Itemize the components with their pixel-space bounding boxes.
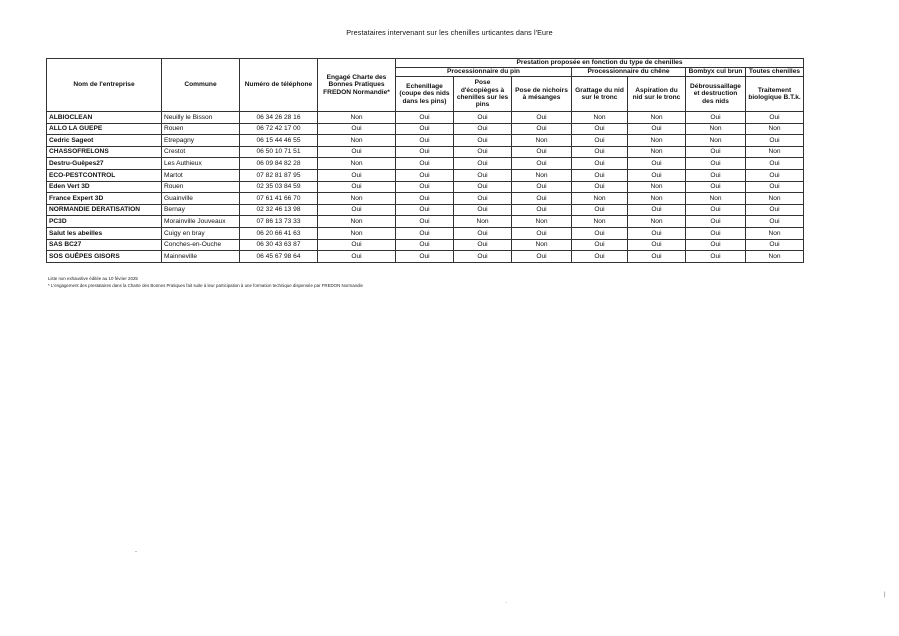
phone-cell: 02 35 03 84 59: [240, 181, 318, 193]
service-cell: Oui: [396, 227, 454, 239]
service-cell: Oui: [396, 204, 454, 216]
service-cell: Oui: [746, 216, 804, 228]
charter-cell: Oui: [318, 123, 396, 135]
scan-speck: |: [884, 592, 886, 598]
service-cell: Oui: [686, 239, 746, 251]
table-row: [47, 204, 804, 216]
header-leaf: Débroussaillage et destruction des nids: [686, 77, 746, 112]
commune-cell: Cuigy en bray: [162, 227, 240, 239]
service-cell: Oui: [454, 239, 512, 251]
header-company: Nom de l'entreprise: [47, 59, 162, 112]
service-cell: Oui: [686, 169, 746, 181]
commune-cell: Bernay: [162, 204, 240, 216]
service-cell: Oui: [396, 251, 454, 263]
table-row: [47, 112, 804, 124]
company-cell: France Expert 3D: [47, 193, 162, 205]
charter-cell: Oui: [318, 146, 396, 158]
table-row: [47, 146, 804, 158]
phone-cell: 06 20 66 41 63: [240, 227, 318, 239]
service-cell: Oui: [572, 135, 628, 147]
service-cell: Oui: [746, 112, 804, 124]
header-phone: Numéro de téléphone: [240, 59, 318, 112]
service-cell: Oui: [746, 135, 804, 147]
phone-cell: 06 72 42 17 00: [240, 123, 318, 135]
header-leaf: Aspiration du nid sur le tronc: [628, 77, 686, 112]
service-cell: Non: [512, 216, 572, 228]
commune-cell: Conches-en-Ouche: [162, 239, 240, 251]
service-cell: Oui: [396, 216, 454, 228]
service-cell: Oui: [396, 181, 454, 193]
table-row: [47, 135, 804, 147]
phone-cell: 06 15 44 46 55: [240, 135, 318, 147]
page-title: Prestataires intervenant sur les chenilles urticantes dans l'Eure: [346, 28, 553, 37]
service-cell: Non: [454, 216, 512, 228]
service-cell: Oui: [572, 239, 628, 251]
service-cell: Oui: [512, 123, 572, 135]
phone-cell: 06 50 10 71 51: [240, 146, 318, 158]
service-cell: Oui: [686, 251, 746, 263]
table-row: [47, 193, 804, 205]
commune-cell: Rouen: [162, 181, 240, 193]
commune-cell: Rouen: [162, 123, 240, 135]
service-cell: Oui: [572, 227, 628, 239]
service-cell: Non: [746, 251, 804, 263]
charter-cell: Non: [318, 158, 396, 170]
service-cell: Oui: [396, 193, 454, 205]
service-cell: Oui: [454, 158, 512, 170]
service-cell: Oui: [454, 251, 512, 263]
table-row: [47, 227, 804, 239]
service-cell: Oui: [454, 181, 512, 193]
company-cell: Eden Vert 3D: [47, 181, 162, 193]
charter-cell: Oui: [318, 239, 396, 251]
service-cell: Oui: [454, 204, 512, 216]
service-cell: Oui: [454, 169, 512, 181]
header-group-bombyx: Bombyx cul brun: [686, 68, 746, 77]
header-group-pine: Processionnaire du pin: [396, 68, 572, 77]
service-cell: Non: [746, 123, 804, 135]
header-group-all: Toutes chenilles: [746, 68, 804, 77]
service-cell: Non: [628, 193, 686, 205]
company-cell: Destru-Guêpes27: [47, 158, 162, 170]
scan-speck: -: [135, 549, 137, 555]
header-leaf: Grattage du nid sur le tronc: [572, 77, 628, 112]
service-cell: Non: [686, 135, 746, 147]
service-cell: Oui: [396, 158, 454, 170]
service-cell: Non: [628, 181, 686, 193]
service-cell: Oui: [512, 146, 572, 158]
service-cell: Oui: [396, 169, 454, 181]
service-cell: Oui: [628, 158, 686, 170]
service-cell: Oui: [572, 204, 628, 216]
header-leaf: Traitement biologique B.T.k.: [746, 77, 804, 112]
service-cell: Oui: [686, 112, 746, 124]
service-cell: Oui: [572, 123, 628, 135]
service-cell: Non: [628, 112, 686, 124]
service-cell: Oui: [512, 181, 572, 193]
scan-speck: ·: [505, 600, 507, 606]
service-cell: Oui: [454, 193, 512, 205]
table-row: [47, 181, 804, 193]
commune-cell: Etrepagny: [162, 135, 240, 147]
service-cell: Oui: [746, 204, 804, 216]
providers-table: [46, 58, 804, 263]
company-cell: Cedric Sageot: [47, 135, 162, 147]
phone-cell: 06 09 84 82 28: [240, 158, 318, 170]
service-cell: Non: [572, 193, 628, 205]
service-cell: Non: [512, 239, 572, 251]
header-leaf: Echenillage (coupe des nids dans les pins): [396, 77, 454, 112]
commune-cell: Neuilly le Bisson: [162, 112, 240, 124]
service-cell: Oui: [686, 216, 746, 228]
table-row: [47, 216, 804, 228]
header-leaf: Pose de nichoirs à mésanges: [512, 77, 572, 112]
phone-cell: 02 32 46 13 98: [240, 204, 318, 216]
footnote-charter: * L'engagement des prestataires dans la Charte des Bonnes Pratiques fait suite à leur participation à une formation technique dispensée par FREDON Normandie: [48, 282, 363, 288]
phone-cell: 07 82 81 87 95: [240, 169, 318, 181]
charter-cell: Non: [318, 135, 396, 147]
service-cell: Oui: [628, 169, 686, 181]
company-cell: SAS BC27: [47, 239, 162, 251]
company-cell: NORMANDIE DERATISATION: [47, 204, 162, 216]
charter-cell: Non: [318, 216, 396, 228]
service-cell: Non: [572, 216, 628, 228]
service-cell: Oui: [512, 227, 572, 239]
service-cell: Oui: [746, 158, 804, 170]
charter-cell: Oui: [318, 204, 396, 216]
charter-cell: Oui: [318, 181, 396, 193]
phone-cell: 07 86 13 73 33: [240, 216, 318, 228]
service-cell: Oui: [512, 193, 572, 205]
phone-cell: 06 34 26 28 16: [240, 112, 318, 124]
service-cell: Oui: [746, 181, 804, 193]
service-cell: Oui: [686, 146, 746, 158]
service-cell: Oui: [454, 123, 512, 135]
service-cell: Oui: [572, 158, 628, 170]
service-cell: Non: [628, 135, 686, 147]
charter-cell: Non: [318, 193, 396, 205]
service-cell: Oui: [512, 158, 572, 170]
phone-cell: 06 45 67 98 64: [240, 251, 318, 263]
commune-cell: Mainneville: [162, 251, 240, 263]
charter-cell: Oui: [318, 169, 396, 181]
service-cell: Oui: [746, 239, 804, 251]
company-cell: SOS GUÊPES GISORS: [47, 251, 162, 263]
company-cell: ALLO LA GUEPE: [47, 123, 162, 135]
service-cell: Oui: [396, 123, 454, 135]
service-cell: Oui: [746, 169, 804, 181]
service-cell: Oui: [572, 181, 628, 193]
table-row: [47, 169, 804, 181]
service-cell: Oui: [686, 158, 746, 170]
table-row: [47, 239, 804, 251]
service-cell: Oui: [396, 146, 454, 158]
service-cell: Oui: [686, 227, 746, 239]
service-cell: Oui: [396, 239, 454, 251]
phone-cell: 07 61 41 66 70: [240, 193, 318, 205]
footnotes: [48, 276, 363, 289]
company-cell: Salut les abeilles: [47, 227, 162, 239]
company-cell: ALBIOCLEAN: [47, 112, 162, 124]
service-cell: Non: [746, 193, 804, 205]
commune-cell: Martot: [162, 169, 240, 181]
service-cell: Oui: [572, 146, 628, 158]
service-cell: Oui: [512, 112, 572, 124]
header-leaf: Pose d'écopièges à chenilles sur les pins: [454, 77, 512, 112]
service-cell: Non: [746, 146, 804, 158]
charter-cell: Non: [318, 227, 396, 239]
commune-cell: Les Authieux: [162, 158, 240, 170]
service-cell: Oui: [454, 112, 512, 124]
header-charter: Engagé Charte des Bonnes Pratiques FREDON Normandie*: [318, 59, 396, 112]
table-row: [47, 158, 804, 170]
phone-cell: 06 30 43 63 87: [240, 239, 318, 251]
service-cell: Oui: [454, 135, 512, 147]
charter-cell: Oui: [318, 251, 396, 263]
service-cell: Non: [686, 193, 746, 205]
service-cell: Oui: [396, 112, 454, 124]
commune-cell: Guainville: [162, 193, 240, 205]
service-cell: Oui: [628, 227, 686, 239]
service-cell: Oui: [512, 204, 572, 216]
service-cell: Non: [512, 169, 572, 181]
service-cell: Oui: [628, 251, 686, 263]
service-cell: Oui: [454, 146, 512, 158]
service-cell: Oui: [396, 135, 454, 147]
company-cell: ECO-PESTCONTROL: [47, 169, 162, 181]
service-cell: Oui: [686, 204, 746, 216]
service-cell: Oui: [572, 251, 628, 263]
commune-cell: Crestot: [162, 146, 240, 158]
service-cell: Oui: [628, 123, 686, 135]
footnote-edition: Liste non exhaustive éditée au 10 février 2025: [48, 276, 138, 281]
service-cell: Non: [628, 146, 686, 158]
commune-cell: Morainville Jouveaux: [162, 216, 240, 228]
service-cell: Oui: [454, 227, 512, 239]
service-cell: Non: [746, 227, 804, 239]
header-group-main: Prestation proposée en fonction du type de chenilles: [396, 59, 804, 68]
service-cell: Oui: [686, 181, 746, 193]
company-cell: CHASSOFRELONS: [47, 146, 162, 158]
service-cell: Oui: [628, 204, 686, 216]
table-row: [47, 123, 804, 135]
table-row: [47, 251, 804, 263]
charter-cell: Non: [318, 112, 396, 124]
service-cell: Oui: [628, 239, 686, 251]
service-cell: Oui: [572, 169, 628, 181]
service-cell: Non: [572, 112, 628, 124]
header-commune: Commune: [162, 59, 240, 112]
service-cell: Non: [686, 123, 746, 135]
service-cell: Non: [628, 216, 686, 228]
service-cell: Non: [512, 135, 572, 147]
service-cell: Oui: [512, 251, 572, 263]
header-group-oak: Processionnaire du chêne: [572, 68, 686, 77]
company-cell: PC3D: [47, 216, 162, 228]
